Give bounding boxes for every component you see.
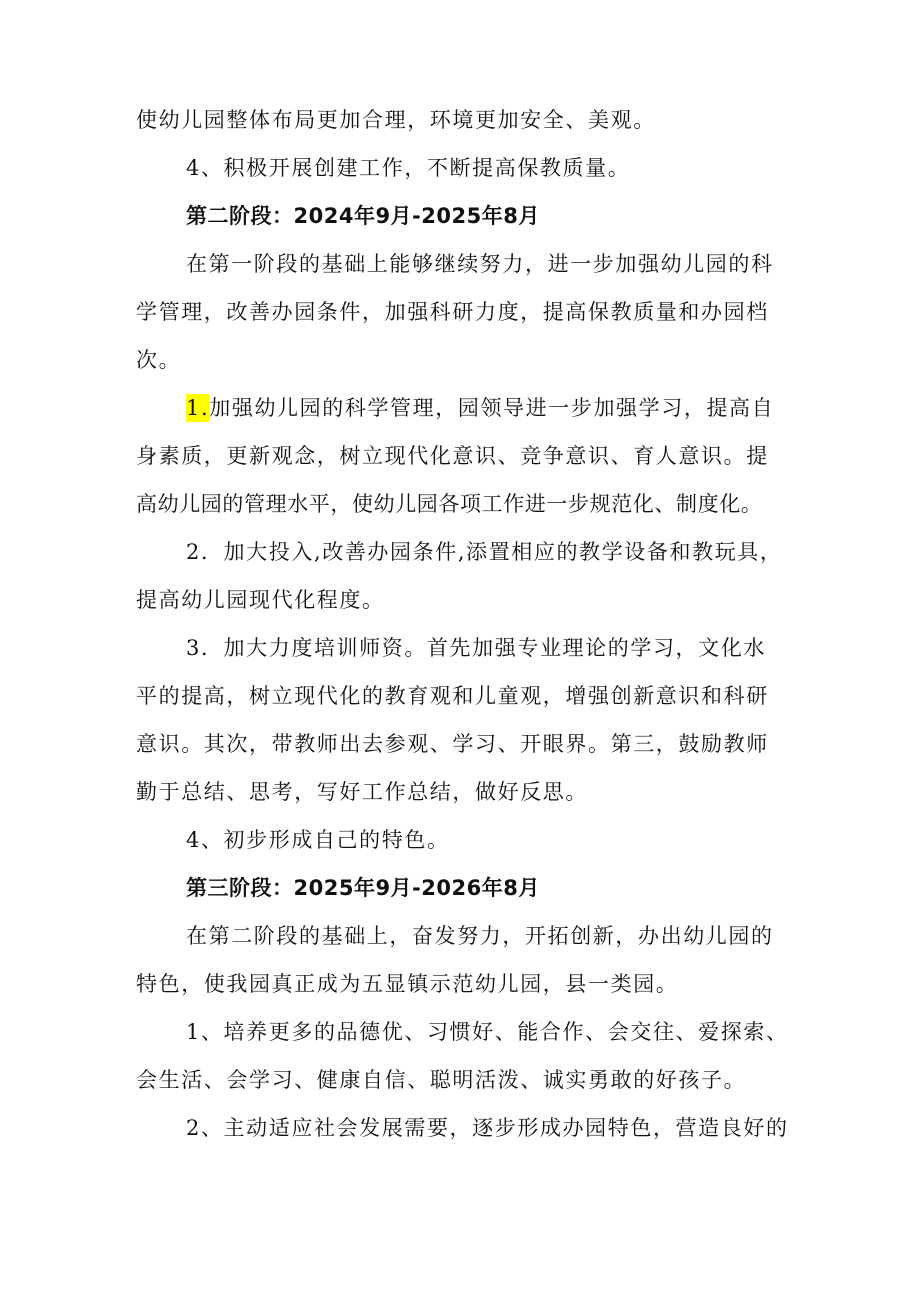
list-item-line [0,393,920,423]
paragraph-line: 使幼儿园整体布局更加合理，环境更加安全、美观。 [136,108,656,132]
paragraph-line: 提高幼儿园现代化程度。 [136,588,385,612]
paragraph-line: 次。 [136,348,182,372]
list-item-line: 2、主动适应社会发展需要，逐步形成办园特色，营造良好的 [186,1116,789,1140]
section-heading: 第二阶段：2024年9月-2025年8月 [186,204,540,228]
paragraph-line: 高幼儿园的管理水平，使幼儿园各项工作进一步规范化、制度化。 [136,492,763,516]
paragraph-line: 在第一阶段的基础上能够继续努力，进一步加强幼儿园的科 [186,252,774,276]
section-heading: 第三阶段：2025年9月-2026年8月 [186,876,540,900]
paragraph-line: 特色，使我园真正成为五显镇示范幼儿园，县一类园。 [136,972,679,996]
paragraph-line: 身素质，更新观念，树立现代化意识、竞争意识、育人意识。提 [136,444,769,468]
paragraph-line: 在第二阶段的基础上，奋发努力，开拓创新，办出幼儿园的 [186,924,774,948]
paragraph-line: 勤于总结、思考，写好工作总结，做好反思。 [136,780,588,804]
paragraph-line: 学管理，改善办园条件，加强科研力度，提高保教质量和办园档 [136,300,769,324]
paragraph-line: 4、积极开展创建工作，不断提高保教质量。 [186,156,631,180]
highlighted-number: 1. [186,396,210,420]
list-item-text: 加强幼儿园的科学管理，园领导进一步加强学习，提高自 [209,396,775,420]
paragraph-line: 意识。其次，带教师出去参观、学习、开眼界。第三，鼓励教师 [136,732,769,756]
list-item-line: 2．加大投入,改善办园条件,添置相应的教学设备和教玩具， [186,540,783,564]
paragraph-line: 平的提高，树立现代化的教育观和儿童观，增强创新意识和科研 [136,684,769,708]
list-item-line: 1、培养更多的品德优、习惯好、能合作、会交往、爱探索、 [186,1020,789,1044]
list-item-line: 3．加大力度培训师资。首先加强专业理论的学习，文化水 [186,636,766,660]
list-item-line: 4、初步形成自己的特色。 [186,828,450,852]
paragraph-line: 会生活、会学习、健康自信、聪明活泼、诚实勇敢的好孩子。 [136,1068,747,1092]
